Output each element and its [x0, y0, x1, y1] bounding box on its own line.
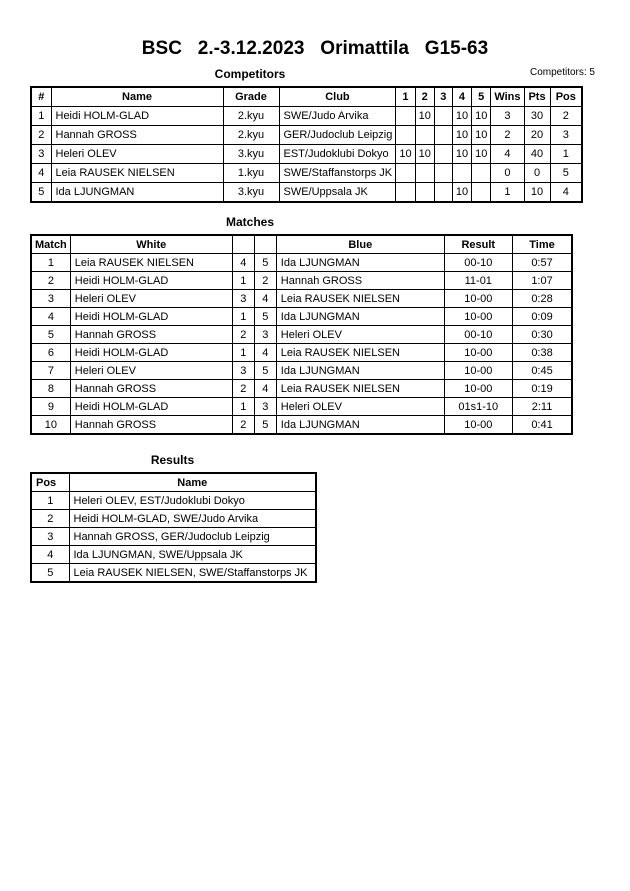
cell-name: Leia RAUSEK NIELSEN, SWE/Staffanstorps JK [69, 564, 316, 583]
competitors-section [0, 67, 630, 203]
result-row [31, 564, 316, 583]
cell-number: 3 [31, 145, 51, 164]
col-name: Name [51, 87, 223, 107]
cell-number: 2 [31, 126, 51, 145]
cell-score-1 [396, 126, 415, 145]
cell-white-name: Hannah GROSS [70, 416, 232, 435]
col-wins: Wins [491, 87, 524, 107]
cell-blue-name: Leia RAUSEK NIELSEN [276, 344, 444, 362]
cell-score-4: 10 [452, 107, 471, 126]
cell-time: 0:57 [512, 254, 572, 272]
cell-match-number: 5 [31, 326, 70, 344]
cell-blue-competitor-number: 5 [254, 416, 276, 435]
cell-score-4: 10 [452, 183, 471, 203]
cell-score-4 [452, 164, 471, 183]
cell-wins: 4 [491, 145, 524, 164]
cell-score-3 [434, 145, 452, 164]
cell-club: SWE/Judo Arvika [279, 107, 396, 126]
result-row [31, 510, 316, 528]
cell-match-number: 10 [31, 416, 70, 435]
cell-white-competitor-number: 1 [232, 272, 254, 290]
cell-pos: 5 [31, 564, 69, 583]
col-opponent-2: 2 [415, 87, 434, 107]
cell-number: 4 [31, 164, 51, 183]
cell-pos: 3 [31, 528, 69, 546]
cell-pts: 30 [524, 107, 550, 126]
cell-blue-competitor-number: 3 [254, 398, 276, 416]
cell-score-4: 10 [452, 145, 471, 164]
cell-blue-name: Hannah GROSS [276, 272, 444, 290]
cell-white-competitor-number: 1 [232, 398, 254, 416]
matches-header-row [31, 235, 572, 254]
col-grade: Grade [223, 87, 279, 107]
cell-time: 2:11 [512, 398, 572, 416]
cell-time: 0:38 [512, 344, 572, 362]
cell-score-3 [434, 164, 452, 183]
cell-score-2: 10 [415, 107, 434, 126]
cell-club: GER/Judoclub Leipzig [279, 126, 396, 145]
cell-blue-name: Heleri OLEV [276, 398, 444, 416]
cell-blue-competitor-number: 4 [254, 380, 276, 398]
cell-blue-competitor-number: 2 [254, 272, 276, 290]
cell-score-3 [434, 107, 452, 126]
match-row [31, 362, 572, 380]
col-name: Name [69, 473, 316, 492]
cell-result: 11-01 [444, 272, 512, 290]
cell-match-number: 1 [31, 254, 70, 272]
cell-score-1: 10 [396, 145, 415, 164]
match-row [31, 416, 572, 435]
cell-grade: 2.kyu [223, 107, 279, 126]
cell-club: SWE/Uppsala JK [279, 183, 396, 203]
match-row [31, 254, 572, 272]
cell-name: Ida LJUNGMAN [51, 183, 223, 203]
cell-pos: 1 [550, 145, 582, 164]
page-title: BSC 2.-3.12.2023 Orimattila G15-63 [141, 38, 489, 59]
cell-pos: 1 [31, 492, 69, 510]
col-result: Result [444, 235, 512, 254]
cell-score-2: 10 [415, 145, 434, 164]
result-row [31, 492, 316, 510]
cell-name: Heidi HOLM-GLAD, SWE/Judo Arvika [69, 510, 316, 528]
competitors-section-title: Competitors [214, 67, 286, 81]
cell-blue-name: Heleri OLEV [276, 326, 444, 344]
cell-result: 00-10 [444, 326, 512, 344]
cell-grade: 3.kyu [223, 183, 279, 203]
cell-result: 10-00 [444, 416, 512, 435]
col-club: Club [279, 87, 396, 107]
cell-club: SWE/Staffanstorps JK [279, 164, 396, 183]
cell-result: 10-00 [444, 362, 512, 380]
match-row [31, 326, 572, 344]
cell-white-name: Heidi HOLM-GLAD [70, 344, 232, 362]
col-opponent-5: 5 [472, 87, 491, 107]
cell-number: 1 [31, 107, 51, 126]
cell-result: 00-10 [444, 254, 512, 272]
match-row [31, 272, 572, 290]
cell-blue-name: Ida LJUNGMAN [276, 254, 444, 272]
cell-score-3 [434, 126, 452, 145]
cell-match-number: 4 [31, 308, 70, 326]
cell-score-1 [396, 107, 415, 126]
cell-score-1 [396, 164, 415, 183]
col-pos: Pos [31, 473, 69, 492]
cell-wins: 0 [491, 164, 524, 183]
cell-grade: 3.kyu [223, 145, 279, 164]
cell-blue-name: Leia RAUSEK NIELSEN [276, 380, 444, 398]
cell-pts: 0 [524, 164, 550, 183]
cell-score-2 [415, 164, 434, 183]
col-opponent-3: 3 [434, 87, 452, 107]
cell-white-competitor-number: 3 [232, 290, 254, 308]
cell-white-name: Heleri OLEV [70, 362, 232, 380]
cell-time: 1:07 [512, 272, 572, 290]
cell-white-competitor-number: 2 [232, 326, 254, 344]
cell-match-number: 7 [31, 362, 70, 380]
match-row [31, 398, 572, 416]
cell-white-competitor-number: 2 [232, 416, 254, 435]
cell-white-name: Heidi HOLM-GLAD [70, 272, 232, 290]
cell-white-competitor-number: 3 [232, 362, 254, 380]
competitors-table [30, 86, 583, 203]
col-pos: Pos [550, 87, 582, 107]
match-row [31, 380, 572, 398]
match-row [31, 290, 572, 308]
cell-pts: 40 [524, 145, 550, 164]
cell-score-2 [415, 183, 434, 203]
cell-result: 01s1-10 [444, 398, 512, 416]
col-opponent-4: 4 [452, 87, 471, 107]
cell-score-2 [415, 126, 434, 145]
col-white: White [70, 235, 232, 254]
cell-result: 10-00 [444, 308, 512, 326]
cell-blue-competitor-number: 5 [254, 308, 276, 326]
cell-white-competitor-number: 2 [232, 380, 254, 398]
cell-match-number: 6 [31, 344, 70, 362]
cell-score-5: 10 [472, 107, 491, 126]
col-time: Time [512, 235, 572, 254]
competitor-row [31, 126, 582, 145]
result-row [31, 528, 316, 546]
cell-name: Ida LJUNGMAN, SWE/Uppsala JK [69, 546, 316, 564]
cell-blue-competitor-number: 5 [254, 362, 276, 380]
cell-blue-name: Ida LJUNGMAN [276, 362, 444, 380]
cell-grade: 2.kyu [223, 126, 279, 145]
cell-result: 10-00 [444, 290, 512, 308]
cell-score-5: 10 [472, 126, 491, 145]
cell-match-number: 8 [31, 380, 70, 398]
results-section [0, 453, 630, 583]
competitor-row [31, 164, 582, 183]
cell-number: 5 [31, 183, 51, 203]
cell-time: 0:28 [512, 290, 572, 308]
col-blue: Blue [276, 235, 444, 254]
cell-pos: 3 [550, 126, 582, 145]
cell-pos: 4 [550, 183, 582, 203]
cell-time: 0:45 [512, 362, 572, 380]
cell-wins: 3 [491, 107, 524, 126]
cell-result: 10-00 [444, 344, 512, 362]
cell-name: Hannah GROSS, GER/Judoclub Leipzig [69, 528, 316, 546]
competitor-row [31, 145, 582, 164]
cell-score-4: 10 [452, 126, 471, 145]
cell-match-number: 3 [31, 290, 70, 308]
cell-name: Hannah GROSS [51, 126, 223, 145]
cell-pts: 10 [524, 183, 550, 203]
results-table [30, 472, 317, 583]
cell-blue-name: Leia RAUSEK NIELSEN [276, 290, 444, 308]
cell-match-number: 9 [31, 398, 70, 416]
cell-white-name: Heidi HOLM-GLAD [70, 308, 232, 326]
cell-score-5: 10 [472, 145, 491, 164]
matches-table [30, 234, 573, 435]
cell-match-number: 2 [31, 272, 70, 290]
cell-score-5 [472, 183, 491, 203]
cell-time: 0:09 [512, 308, 572, 326]
result-row [31, 546, 316, 564]
cell-time: 0:19 [512, 380, 572, 398]
cell-blue-competitor-number: 3 [254, 326, 276, 344]
cell-time: 0:41 [512, 416, 572, 435]
cell-pos: 5 [550, 164, 582, 183]
competitors-count-label: Competitors: 5 [529, 67, 595, 78]
competitor-row [31, 183, 582, 203]
cell-name: Heleri OLEV, EST/Judoklubi Dokyo [69, 492, 316, 510]
cell-pts: 20 [524, 126, 550, 145]
col-white-number [232, 235, 254, 254]
cell-grade: 1.kyu [223, 164, 279, 183]
cell-white-name: Heleri OLEV [70, 290, 232, 308]
cell-name: Leia RAUSEK NIELSEN [51, 164, 223, 183]
cell-name: Heidi HOLM-GLAD [51, 107, 223, 126]
col-opponent-1: 1 [396, 87, 415, 107]
col-number: # [31, 87, 51, 107]
cell-white-name: Hannah GROSS [70, 380, 232, 398]
cell-score-3 [434, 183, 452, 203]
cell-wins: 2 [491, 126, 524, 145]
cell-wins: 1 [491, 183, 524, 203]
cell-pos: 2 [550, 107, 582, 126]
col-match: Match [31, 235, 70, 254]
col-blue-number [254, 235, 276, 254]
cell-white-competitor-number: 4 [232, 254, 254, 272]
match-row [31, 308, 572, 326]
competitors-header-row [31, 87, 582, 107]
competitor-row [31, 107, 582, 126]
cell-score-5 [472, 164, 491, 183]
cell-pos: 4 [31, 546, 69, 564]
cell-pos: 2 [31, 510, 69, 528]
cell-name: Heleri OLEV [51, 145, 223, 164]
matches-section [0, 215, 630, 435]
results-header-row [31, 473, 316, 492]
cell-blue-competitor-number: 4 [254, 344, 276, 362]
cell-score-1 [396, 183, 415, 203]
cell-white-name: Leia RAUSEK NIELSEN [70, 254, 232, 272]
cell-white-competitor-number: 1 [232, 308, 254, 326]
cell-blue-competitor-number: 5 [254, 254, 276, 272]
cell-club: EST/Judoklubi Dokyo [279, 145, 396, 164]
cell-time: 0:30 [512, 326, 572, 344]
col-pts: Pts [524, 87, 550, 107]
cell-white-name: Hannah GROSS [70, 326, 232, 344]
results-section-title: Results [150, 453, 195, 467]
cell-blue-name: Ida LJUNGMAN [276, 308, 444, 326]
cell-white-competitor-number: 1 [232, 344, 254, 362]
cell-blue-name: Ida LJUNGMAN [276, 416, 444, 435]
cell-blue-competitor-number: 4 [254, 290, 276, 308]
matches-section-title: Matches [225, 215, 275, 229]
cell-white-name: Heidi HOLM-GLAD [70, 398, 232, 416]
cell-result: 10-00 [444, 380, 512, 398]
match-row [31, 344, 572, 362]
